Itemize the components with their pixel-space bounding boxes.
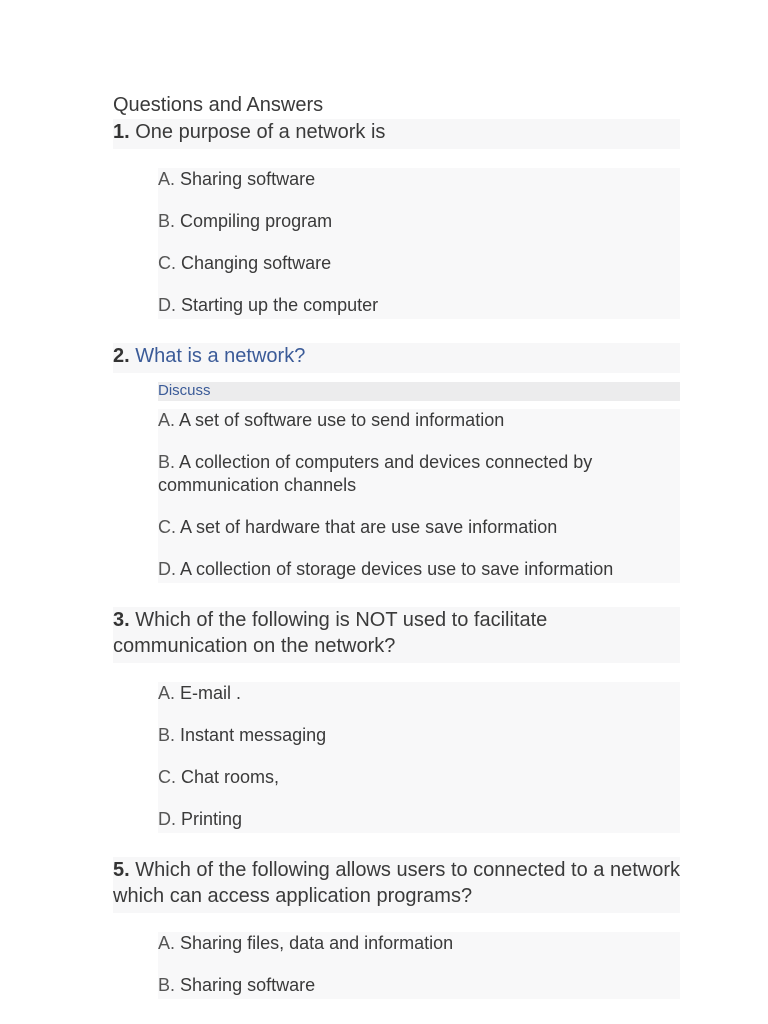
question-text: Which of the following is NOT used to facilitate communication on the network? <box>113 609 548 657</box>
option-text: Instant messaging <box>180 725 327 745</box>
question-number: 2. <box>113 345 130 367</box>
option-text: Compiling program <box>180 211 333 231</box>
answer-option-a[interactable] <box>158 932 680 974</box>
answer-option-c[interactable] <box>158 252 680 294</box>
option-letter: D. <box>158 809 176 829</box>
answer-options <box>158 168 680 319</box>
answer-options <box>158 409 680 583</box>
option-letter: C. <box>158 253 176 273</box>
option-letter: B. <box>158 725 176 745</box>
answer-options <box>158 682 680 833</box>
option-letter: D. <box>158 559 176 579</box>
option-text: Sharing files, data and information <box>180 933 454 953</box>
option-letter: A. <box>158 933 176 953</box>
answer-option-d[interactable] <box>158 294 680 319</box>
question-text: Which of the following allows users to connected to a network which can access application programs? <box>113 859 680 907</box>
option-text: Starting up the computer <box>181 295 379 315</box>
answer-option-a[interactable] <box>158 682 680 724</box>
option-letter: A. <box>158 683 176 703</box>
answer-option-d[interactable] <box>158 808 680 833</box>
answer-option-a[interactable] <box>158 409 680 451</box>
question-heading <box>113 343 680 373</box>
option-text: E-mail . <box>180 683 242 703</box>
option-letter: D. <box>158 295 176 315</box>
option-letter: A. <box>158 169 176 189</box>
answer-option-c[interactable] <box>158 516 680 558</box>
question-number: 5. <box>113 859 130 881</box>
option-letter: A. <box>158 410 176 430</box>
answer-option-b[interactable] <box>158 451 680 516</box>
option-text: Chat rooms, <box>181 767 280 787</box>
option-letter: B. <box>158 452 176 472</box>
answer-option-c[interactable] <box>158 766 680 808</box>
option-letter: C. <box>158 517 176 537</box>
question-number: 3. <box>113 609 130 631</box>
question-number: 1. <box>113 121 130 143</box>
question-1 <box>113 119 680 319</box>
discuss-link[interactable]: Discuss <box>158 382 680 401</box>
question-heading <box>113 119 680 149</box>
answer-options <box>158 932 680 999</box>
answer-option-b[interactable] <box>158 210 680 252</box>
answer-option-b[interactable] <box>158 724 680 766</box>
option-letter: B. <box>158 975 176 995</box>
answer-option-b[interactable] <box>158 974 680 999</box>
question-2 <box>113 343 680 583</box>
answer-option-d[interactable] <box>158 558 680 583</box>
question-3 <box>113 607 680 833</box>
question-heading <box>113 857 680 913</box>
qa-page <box>113 92 680 1023</box>
option-text: A collection of computers and devices connected by communication channels <box>158 452 593 495</box>
option-text: Sharing software <box>180 169 316 189</box>
option-text: Changing software <box>181 253 332 273</box>
question-5 <box>113 857 680 999</box>
option-text: Sharing software <box>180 975 316 995</box>
answer-option-a[interactable] <box>158 168 680 210</box>
option-text: Printing <box>181 809 243 829</box>
page-title: Questions and Answers <box>113 94 324 116</box>
option-text: A set of hardware that are use save information <box>180 517 558 537</box>
question-heading <box>113 607 680 663</box>
question-link[interactable]: What is a network? <box>135 345 306 367</box>
option-letter: C. <box>158 767 176 787</box>
option-text: A set of software use to send information <box>179 410 505 430</box>
question-text: One purpose of a network is <box>135 121 386 143</box>
option-letter: B. <box>158 211 176 231</box>
option-text: A collection of storage devices use to save information <box>180 559 614 579</box>
